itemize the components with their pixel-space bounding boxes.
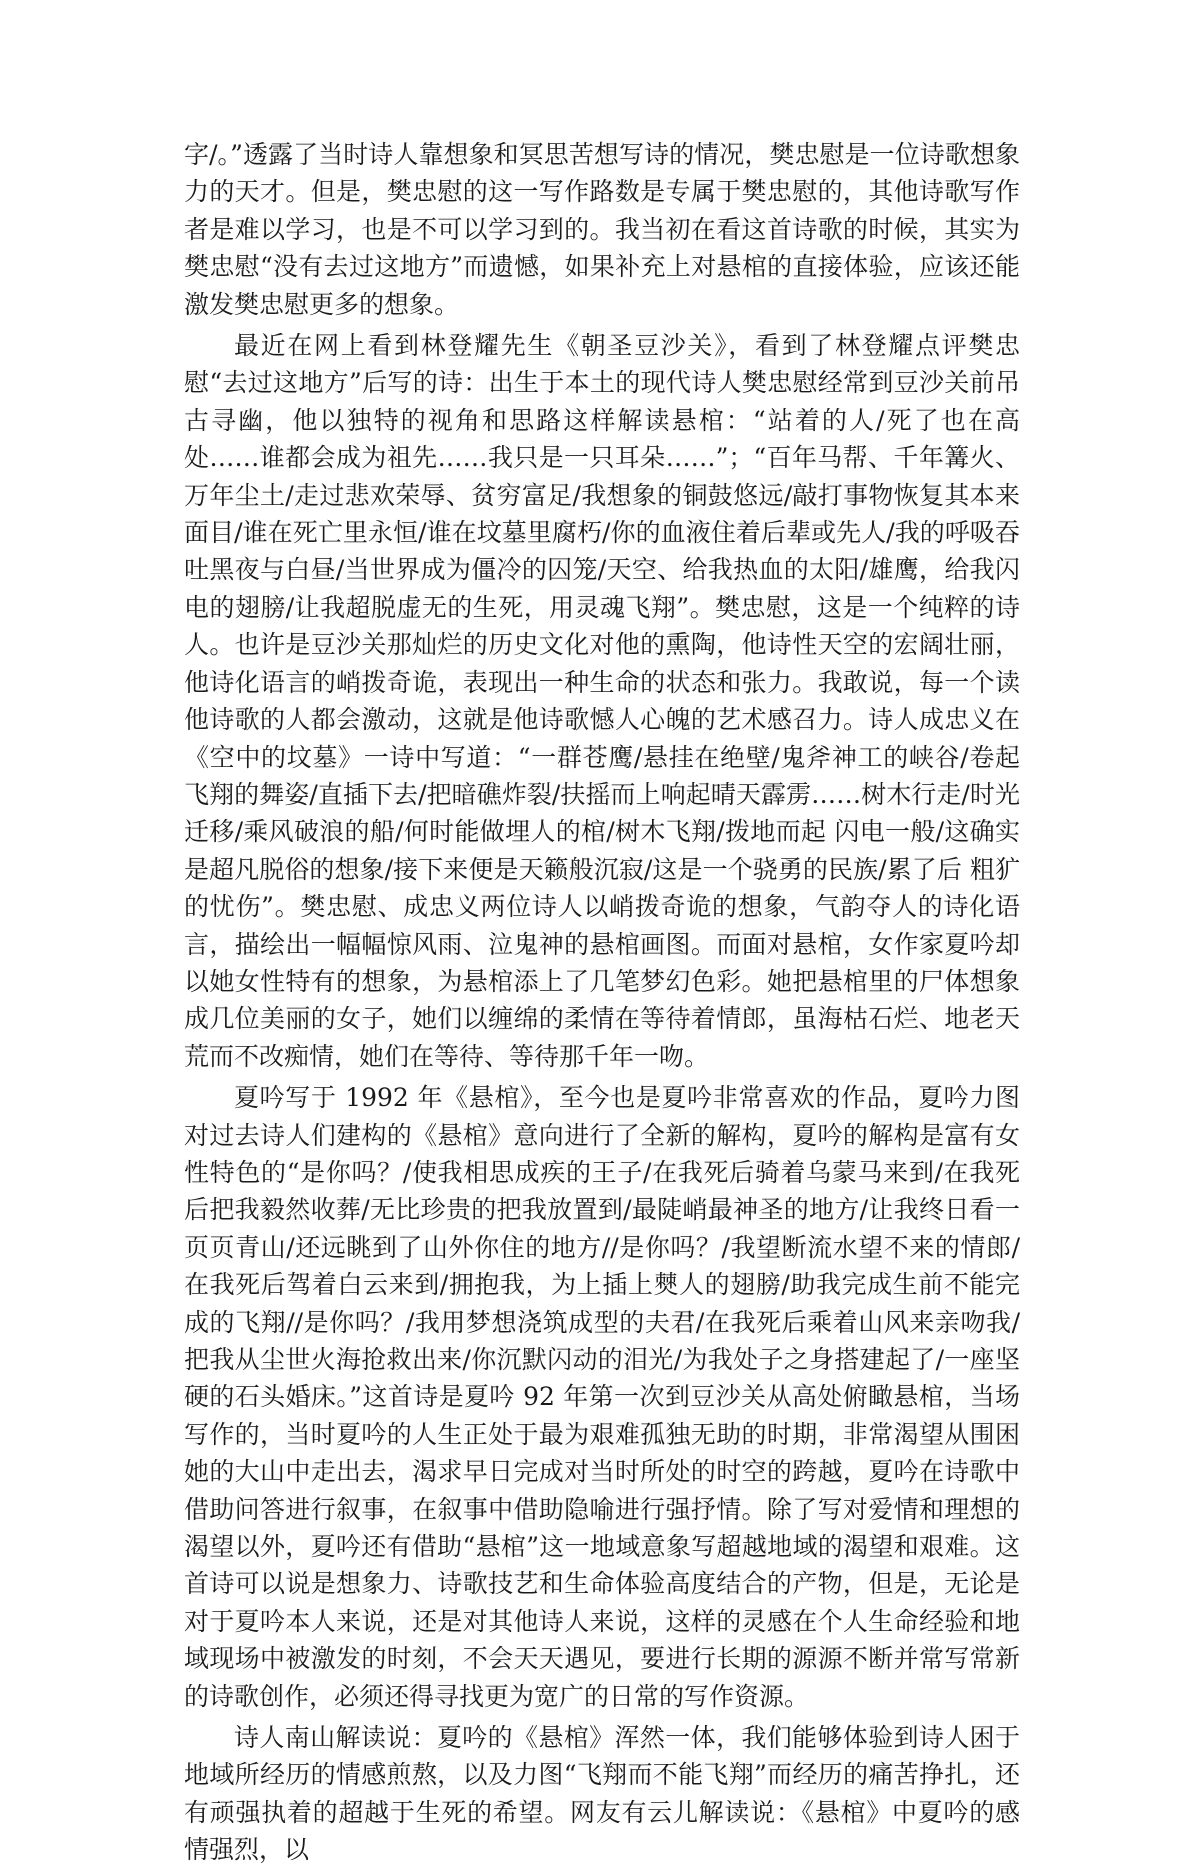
paragraph-4: 诗人南山解读说：夏吟的《悬棺》浑然一体，我们能够体验到诗人困于地域所经历的情感煎熬，以及力图“飞翔而不能飞翔”而经历的痛苦挣扎，还有顽强执着的超越于生死的希望。网友有云儿解读说：《悬棺》中夏吟的感情强烈，以	[184, 1723, 1020, 1865]
paragraph-3: 夏吟写于 1992 年《悬棺》，至今也是夏吟非常喜欢的作品，夏吟力图对过去诗人们建构的《悬棺》意向进行了全新的解构，夏吟的解构是富有女性特色的“是你吗？/使我相思成疾的王子/在我死后骑着乌蒙马来到/在我死后把我毅然收葬/无比珍贵的把我放置到/最陡峭最神圣的地方/让我终日看一页页青山/还远眺到了山外你住的地方//是你吗？/我望断流水望不来的情郎/在我死后驾着白云来到/拥抱我，为上插上僰人的翅膀/助我完成生前不能完成的飞翔//是你吗？/我用梦想浇筑成型的夫君/在我死后乘着山风来亲吻我/把我从尘世火海抢救出来/你沉默闪动的泪光/为我处子之身搭建起了/一座坚硬的石头婚床。”这首诗是夏吟 92 年第一次到豆沙关从高处俯瞰悬棺，当场写作的，当时夏吟的人生正处于最为艰难孤独无助的时期，非常渴望从围困她的大山中走出去，渴求早日完成对当时所处的时空的跨越，夏吟在诗歌中借助问答进行叙事，在叙事中借助隐喻进行强抒情。除了写对爱情和理想的渴望以外，夏吟还有借助“悬棺”这一地域意象写超越地域的渴望和艰难。这首诗可以说是想象力、诗歌技艺和生命体验高度结合的产物，但是，无论是对于夏吟本人来说，还是对其他诗人来说，这样的灵感在个人生命经验和地域现场中被激发的时刻，不会天天遇见，要进行长期的源源不断并常写常新的诗歌创作，必须还得寻找更为宽广的日常的写作资源。	[184, 1083, 1020, 1711]
document-page	[184, 136, 1020, 1869]
paragraph-2: 最近在网上看到林登耀先生《朝圣豆沙关》，看到了林登耀点评樊忠慰“去过这地方”后写的诗：出生于本土的现代诗人樊忠慰经常到豆沙关前吊古寻幽，他以独特的视角和思路这样解读悬棺：“站着的人/死了也在高处……谁都会成为祖先……我只是一只耳朵……”；“百年马帮、千年篝火、万年尘土/走过悲欢荣辱、贫穷富足/我想象的铜鼓悠远/敲打事物恢复其本来面目/谁在死亡里永恒/谁在坟墓里腐朽/你的血液住着后辈或先人/我的呼吸吞吐黑夜与白昼/当世界成为僵冷的囚笼/天空、给我热血的太阳/雄鹰，给我闪电的翅膀/让我超脱虚无的生死，用灵魂飞翔”。樊忠慰，这是一个纯粹的诗人。也许是豆沙关那灿烂的历史文化对他的熏陶，他诗性天空的宏阔壮丽，他诗化语言的峭拨奇诡，表现出一种生命的状态和张力。我敢说，每一个读他诗歌的人都会激动，这就是他诗歌憾人心魄的艺术感召力。诗人成忠义在《空中的坟墓》一诗中写道：“一群苍鹰/悬挂在绝壁/鬼斧神工的峡谷/卷起飞翔的舞姿/直插下去/把暗礁炸裂/扶摇而上响起晴天霹雳……树木行走/时光迁移/乘风破浪的船/何时能做埋人的棺/树木飞翔/拨地而起 闪电一般/这确实是超凡脱俗的想象/接下来便是天籁般沉寂/这是一个骁勇的民族/累了后 粗犷的忧伤”。樊忠慰、成忠义两位诗人以峭拨奇诡的想象，气韵夺人的诗化语言，描绘出一幅幅惊风雨、泣鬼神的悬棺画图。而面对悬棺，女作家夏吟却以她女性特有的想象，为悬棺添上了几笔梦幻色彩。她把悬棺里的尸体想象成几位美丽的女子，她们以缠绵的柔情在等待着情郎，虽海枯石烂、地老天荒而不改痴情，她们在等待、等待那千年一吻。	[184, 331, 1020, 1071]
paragraph-1: 字/。”透露了当时诗人靠想象和冥思苦想写诗的情况，樊忠慰是一位诗歌想象力的天才。但是，樊忠慰的这一写作路数是专属于樊忠慰的，其他诗歌写作者是难以学习，也是不可以学习到的。我当初在看这首诗歌的时候，其实为樊忠慰“没有去过这地方”而遗憾，如果补充上对悬棺的直接体验，应该还能激发樊忠慰更多的想象。	[184, 140, 1020, 319]
